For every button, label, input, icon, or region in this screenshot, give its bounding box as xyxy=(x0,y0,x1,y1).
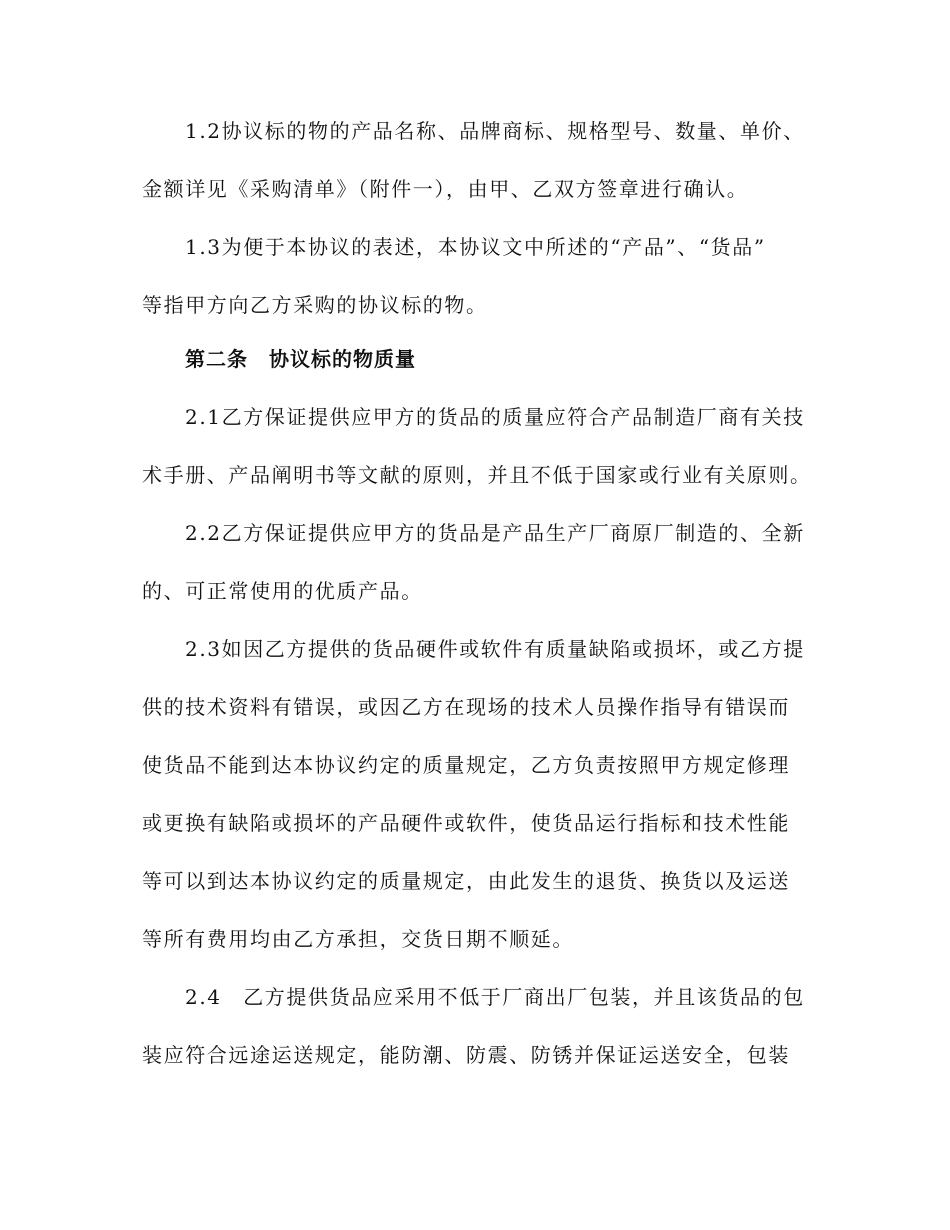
paragraph-2-4-line-1: 2.4 乙方提供货品应采用不低于厂商出厂包装，并且该货品的包 xyxy=(185,985,805,1009)
paragraph-2-2-line-1: 2.2乙方保证提供应甲方的货品是产品生产厂商原厂制造的、全新 xyxy=(185,521,805,545)
paragraph-2-3-line-2: 供的技术资料有错误，或因乙方在现场的技术人员操作指导有错误而 xyxy=(142,695,790,719)
paragraph-2-4-line-2: 装应符合远途运送规定，能防潮、防震、防锈并保证运送安全，包装 xyxy=(142,1043,790,1067)
paragraph-2-3-line-3: 使货品不能到达本协议约定的质量规定，乙方负责按照甲方规定修理 xyxy=(142,753,790,777)
paragraph-1-3-line-2: 等指甲方向乙方采购的协议标的物。 xyxy=(142,293,488,317)
section-heading-article-2: 第二条 协议标的物质量 xyxy=(185,347,416,371)
paragraph-2-3-line-4: 或更换有缺陷或损坏的产品硬件或软件，使货品运行指标和技术性能 xyxy=(142,811,790,835)
paragraph-1-3-line-1: 1.3为便于本协议的表述，本协议文中所述的“产品”、“货品” xyxy=(185,235,766,259)
paragraph-2-2-line-2: 的、可正常使用的优质产品。 xyxy=(142,579,423,603)
paragraph-2-3-line-5: 等可以到达本协议约定的质量规定，由此发生的退货、换货以及运送 xyxy=(142,869,790,893)
paragraph-2-3-line-1: 2.3如因乙方提供的货品硬件或软件有质量缺陷或损坏，或乙方提 xyxy=(185,637,805,661)
paragraph-1-2-line-1: 1.2协议标的物的产品名称、品牌商标、规格型号、数量、单价、 xyxy=(185,119,805,143)
paragraph-2-1-line-2: 术手册、产品阐明书等文献的原则，并且不低于国家或行业有关原则。 xyxy=(142,463,812,487)
paragraph-2-3-line-6: 等所有费用均由乙方承担，交货日期不顺延。 xyxy=(142,927,574,951)
paragraph-2-1-line-1: 2.1乙方保证提供应甲方的货品的质量应符合产品制造厂商有关技 xyxy=(185,405,805,429)
paragraph-1-2-line-2: 金额详见《采购清单》（附件一），由甲、乙双方签章进行确认。 xyxy=(142,177,749,201)
